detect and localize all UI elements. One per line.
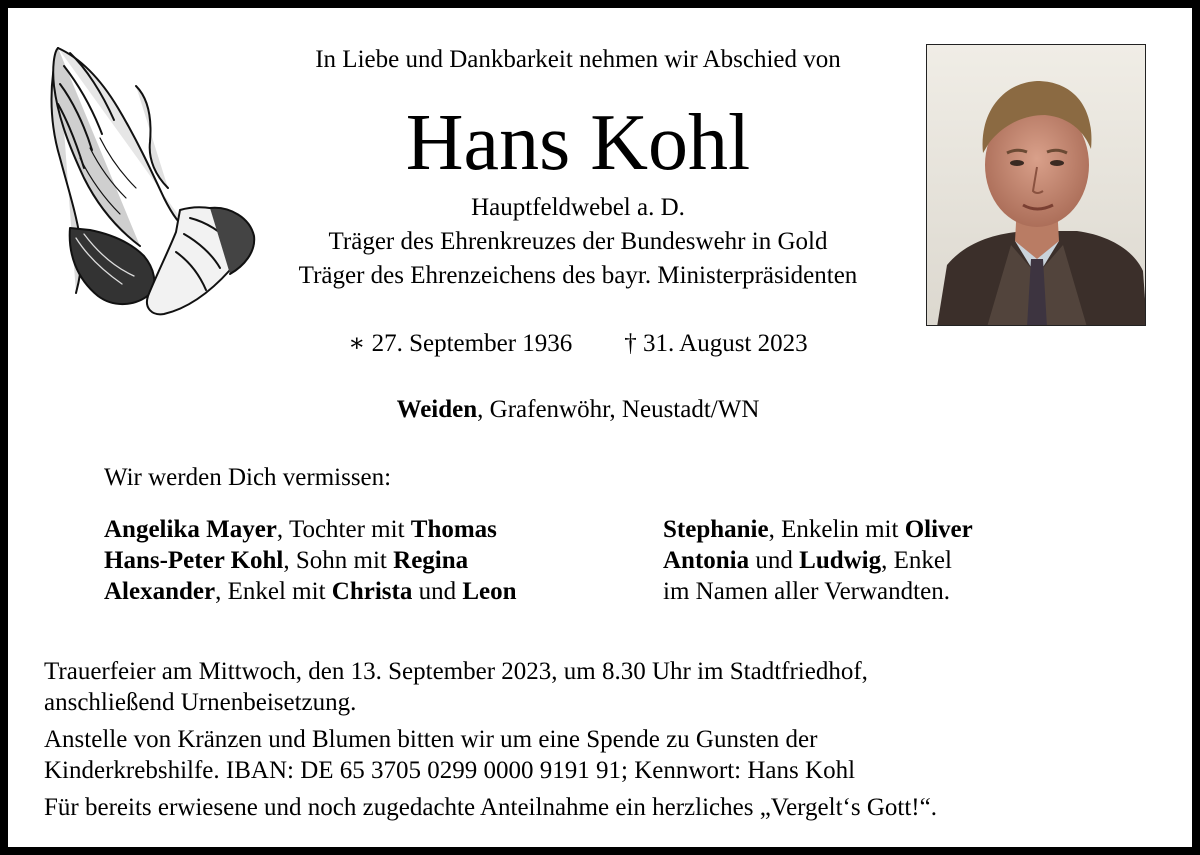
mourner-relation: , Sohn mit: [283, 547, 394, 574]
title-line: Träger des Ehrenzeichens des bayr. Ministerpräsidenten: [298, 262, 858, 289]
mourner-relation: , Enkel mit: [215, 578, 332, 605]
mourner-line: [663, 545, 973, 576]
mourners-left: [104, 514, 517, 607]
mourner-relation: , Enkelin mit: [768, 516, 905, 543]
mourner-line: [104, 514, 517, 545]
footer-notes: [44, 656, 937, 829]
place-main: Weiden: [396, 396, 478, 423]
donation-line: Kinderkrebshilfe. IBAN: DE 65 3705 0299 0000 9191 91; Kennwort: Hans Kohl: [44, 757, 856, 784]
death-date: 31. August 2023: [643, 330, 808, 357]
mourner-line: [104, 576, 517, 607]
birth-date: 27. September 1936: [371, 330, 573, 357]
mourner-name: Regina: [393, 547, 469, 574]
mourner-name: Hans-Peter Kohl: [104, 547, 284, 574]
ceremony-line: anschließend Urnenbeisetzung.: [44, 689, 357, 716]
mourner-relation: , Tochter mit: [276, 516, 411, 543]
title-line: Hauptfeldwebel a. D.: [471, 194, 685, 221]
mourner-relation: im Namen aller Verwandten.: [663, 578, 950, 605]
mourner-name: Thomas: [410, 516, 497, 543]
mourner-relation: und: [749, 547, 800, 574]
ceremony-line: Trauerfeier am Mittwoch, den 13. September 2023, um 8.30 Uhr im Stadtfriedhof,: [44, 658, 868, 685]
mourner-line: [663, 514, 973, 545]
intro-line: In Liebe und Dankbarkeit nehmen wir Abschied von: [315, 46, 841, 73]
mourner-name: Ludwig: [799, 547, 882, 574]
mourner-name: Alexander: [104, 578, 216, 605]
portrait-photo: [926, 44, 1146, 326]
deceased-name: Hans Kohl: [405, 99, 751, 187]
thanks-note: Für bereits erwiesene und noch zugedachte Anteilnahme ein herzliches „Vergelt‘s Gott!“.: [44, 794, 937, 821]
death-symbol: †: [624, 330, 637, 357]
mourner-line: [104, 545, 517, 576]
mourner-name: Leon: [462, 578, 517, 605]
donation-note: [44, 724, 937, 786]
mourner-line: [663, 576, 973, 607]
title-line: Träger des Ehrenkreuzes der Bundeswehr in Gold: [328, 228, 828, 255]
mourner-name: Antonia: [663, 547, 750, 574]
mourner-name: Christa: [331, 578, 413, 605]
mourners-right: [663, 514, 973, 607]
ceremony-note: [44, 656, 937, 718]
places-line: [8, 396, 1148, 424]
mourner-name: Stephanie: [663, 516, 769, 543]
donation-line: Anstelle von Kränzen und Blumen bitten wir um eine Spende zu Gunsten der: [44, 726, 818, 753]
mourner-relation: und: [412, 578, 463, 605]
mourner-relation: , Enkel: [881, 547, 952, 574]
mourner-name: Angelika Mayer: [104, 516, 277, 543]
place-rest: , Grafenwöhr, Neustadt/WN: [477, 396, 760, 423]
miss-line: Wir werden Dich vermissen:: [104, 464, 392, 491]
mourner-name: Oliver: [904, 516, 973, 543]
life-dates: [8, 328, 1148, 358]
birth-symbol: ∗: [348, 330, 366, 357]
